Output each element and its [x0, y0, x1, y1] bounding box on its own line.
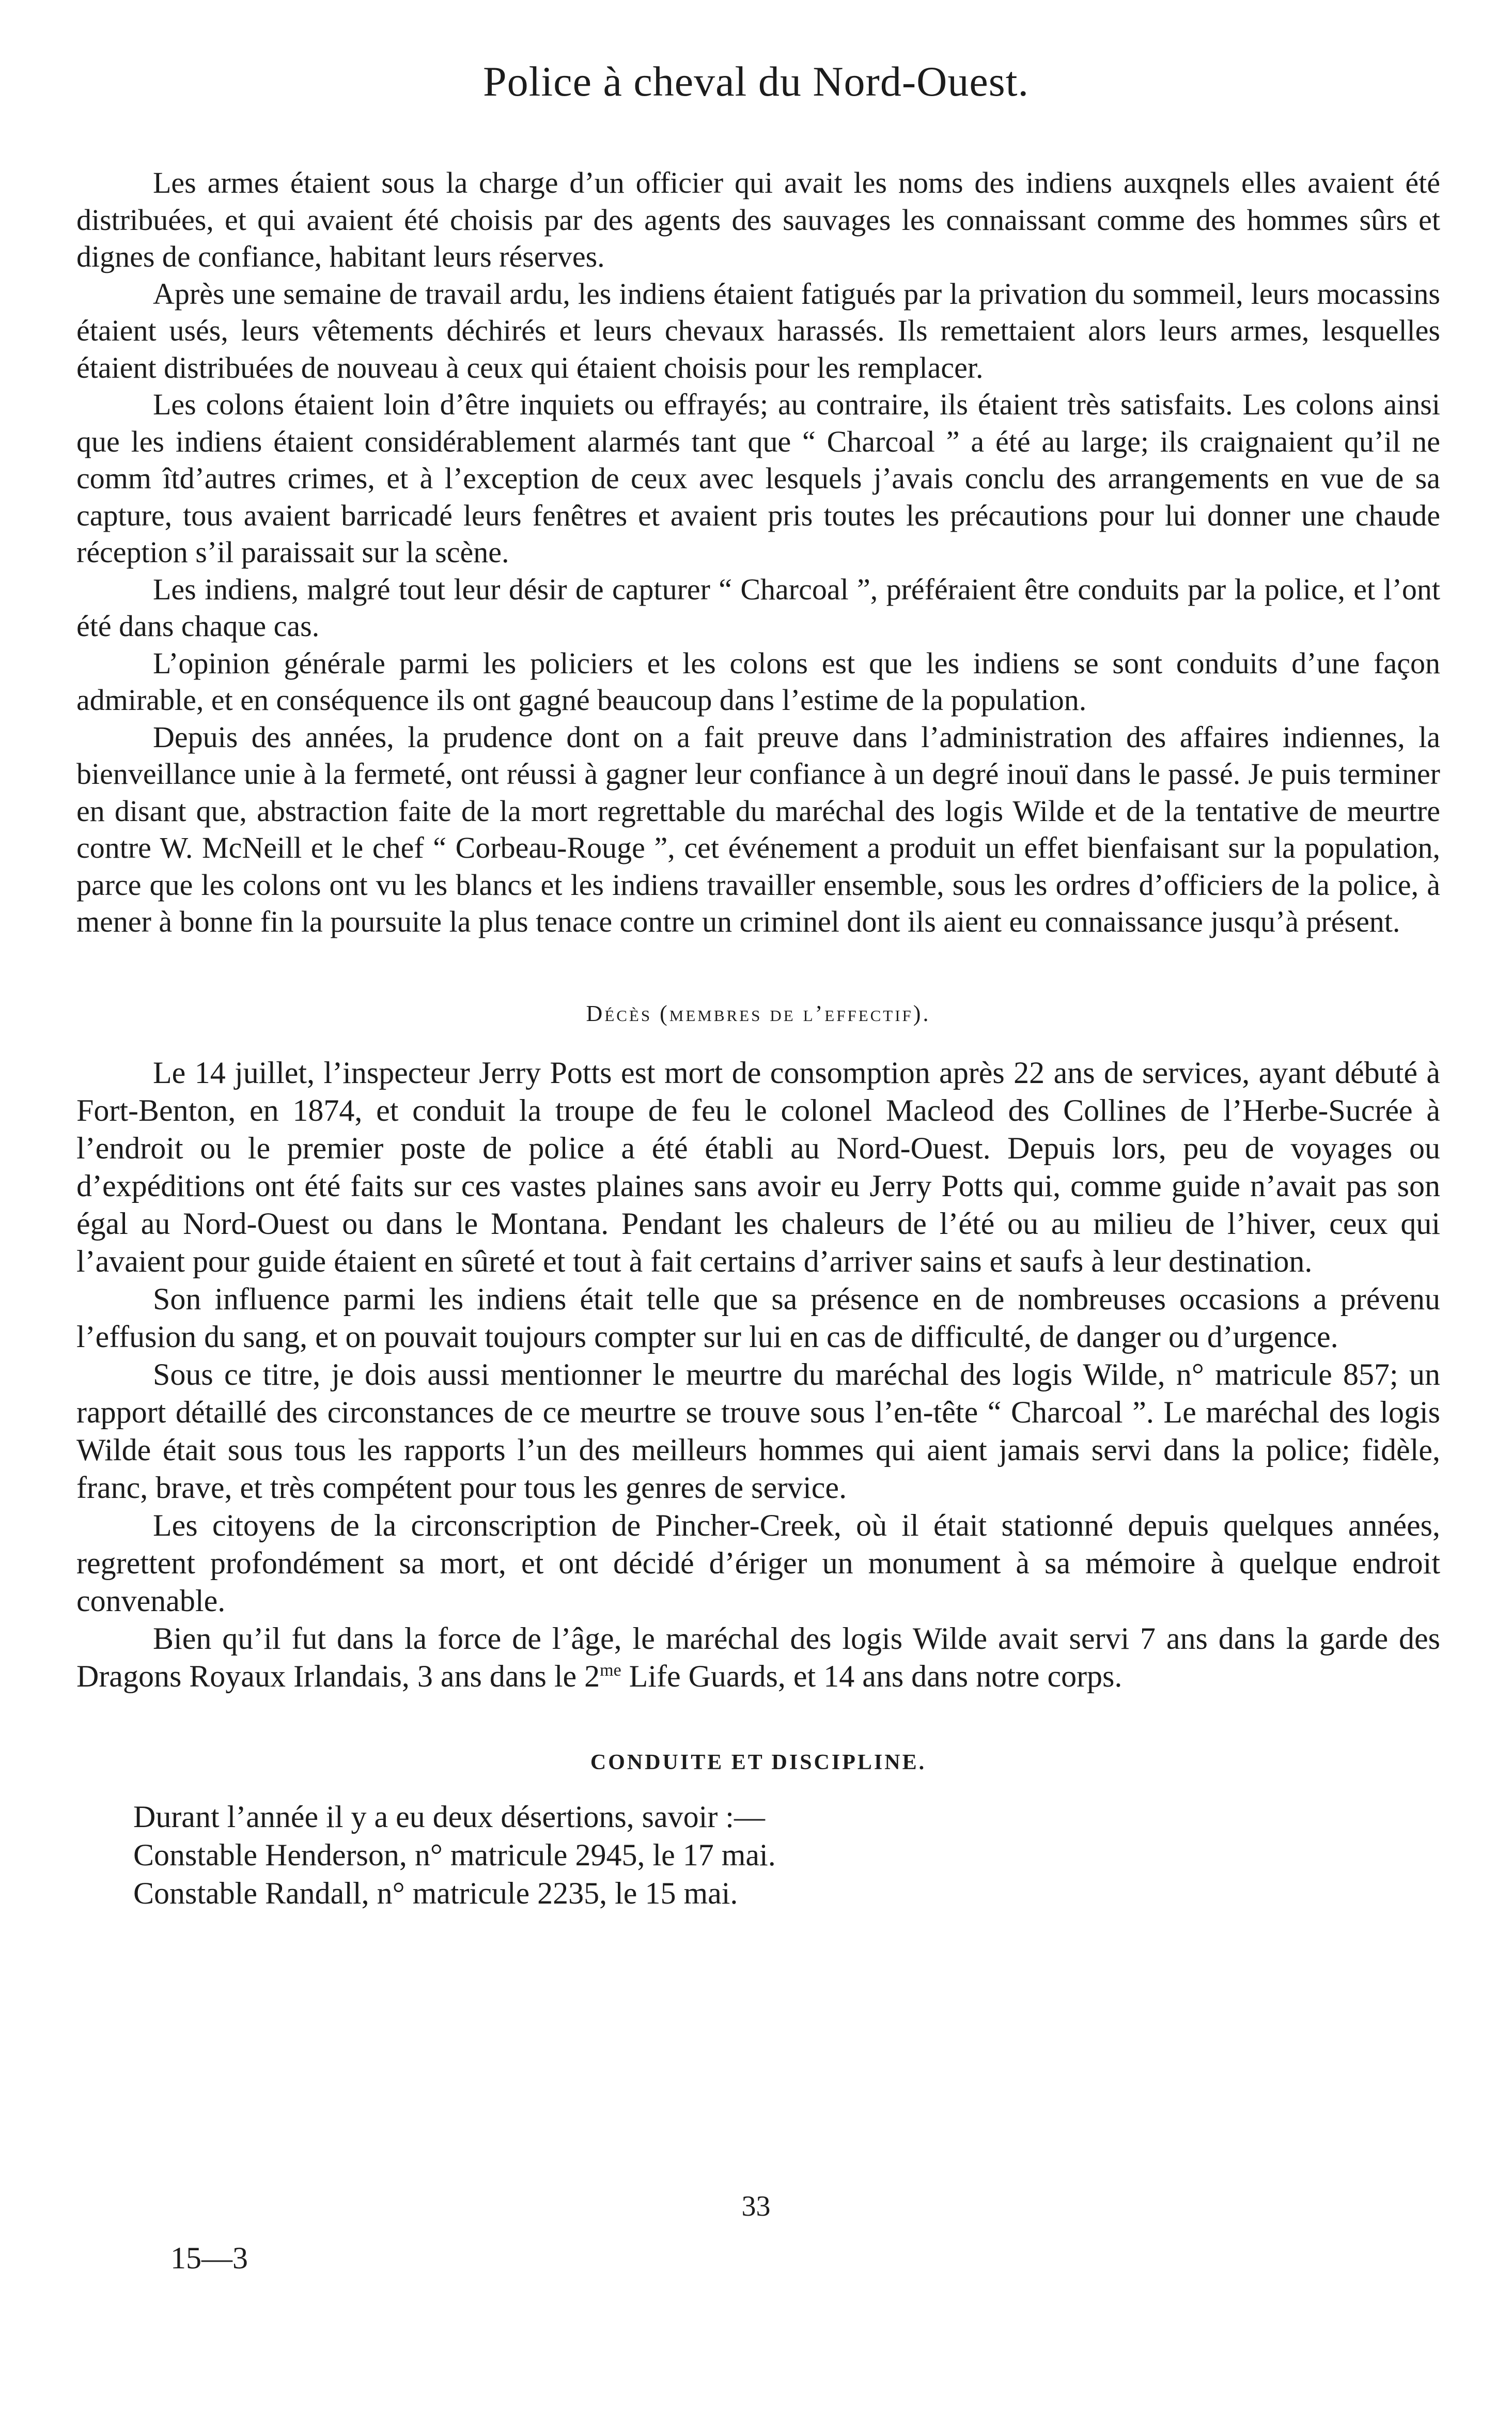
- paragraph: L’opinion générale parmi les policiers et les colons est que les indiens se sont conduits d’une façon admirable, et en conséquence ils ont gagné beaucoup dans l’estime de la population.: [76, 646, 1440, 717]
- section-deces: [76, 1054, 1440, 1695]
- paragraph: Les indiens, malgré tout leur désir de capturer “ Charcoal ”, préféraient être conduits par la police, et l’ont été dans chaque cas.: [76, 572, 1440, 643]
- paragraph: Les armes étaient sous la charge d’un officier qui avait les noms des indiens auxqnels elles avaient été distribuées, et qui avaient été choisis par des agents des sauvages les connaissant comme des hommes sûrs et dignes de confiance, habitant leurs réserves.: [76, 166, 1440, 273]
- superscript: me: [600, 1660, 621, 1680]
- paragraph: Les citoyens de la circonscription de Pincher-Creek, où il était stationné depuis quelques années, regrettent profondément sa mort, et ont décidé d’ériger un monument à sa mémoire à quelque endroit convenable.: [76, 1508, 1440, 1618]
- paragraph: Sous ce titre, je dois aussi mentionner le meurtre du maréchal des logis Wilde, n° matricule 857; un rapport détaillé des circonstances de ce meurtre se trouve sous l’en-tête “ Charcoal ”. Le maréchal des logis Wilde était sous tous les rapports l’un des meilleurs hommes qui aient jamais servi dans la police; fidèle, franc, brave, et très compétent pour tous les genres de service.: [76, 1357, 1440, 1505]
- paragraph: Les colons étaient loin d’être inquiets ou effrayés; au contraire, ils étaient très satisfaits. Les colons ainsi que les indiens étaient considérablement alarmés tant que “ Charcoal ” a été au large; ils craignaient qu’il ne comm îtd’autres crimes, et à l’exception de ceux avec lesquels j’avais conclu des arrangements en vue de sa capture, tous avaient barricadé leurs fenêtres et avaient pris toutes les précautions pour lui donner une chaude réception s’il paraissait sur la scène.: [76, 388, 1440, 569]
- paragraph: Le 14 juillet, l’inspecteur Jerry Potts est mort de consomption après 22 ans de services, ayant débuté à Fort-Benton, en 1874, et conduit la troupe de feu le colonel Macleod des Collines de l’Herbe-Sucrée à l’endroit ou le premier poste de police a été établi au Nord-Ouest. Depuis lors, peu de voyages ou d’expéditions ont été faits sur ces vastes plaines sans avoir eu Jerry Potts qui, comme guide n’avait pas son égal au Nord-Ouest ou dans le Montana. Pendant les chaleurs de l’été ou au milieu de l’hiver, ceux qui l’avaient pour guide étaient en sûreté et tout à fait certains d’arriver sains et saufs à leur destination.: [76, 1055, 1440, 1278]
- desertion-list: [133, 1798, 1440, 1912]
- list-line: Constable Randall, n° matricule 2235, le 15 mai.: [133, 1876, 738, 1910]
- text-run: Bien qu’il fut dans la force de l’âge, le maréchal des logis Wilde avait servi 7 ans dans la garde des Dragons Royaux Irlandais, 3 ans dans le 2: [76, 1621, 1440, 1693]
- section-heading-conduite: CONDUITE ET DISCIPLINE.: [590, 1750, 927, 1774]
- list-line: Durant l’année il y a eu deux désertions, savoir :—: [133, 1799, 765, 1834]
- paragraph: Après une semaine de travail ardu, les indiens étaient fatigués par la privation du sommeil, leurs mocassins étaient usés, leurs vêtements déchirés et leurs chevaux harassés. Ils remettaient alors leurs armes, lesquelles étaient distribuées de nouveau à ceux qui étaient choisis pour les remplacer.: [76, 276, 1440, 384]
- paragraph: Son influence parmi les indiens était telle que sa présence en de nombreuses occasions a prévenu l’effusion du sang, et on pouvait toujours compter sur lui en cas de difficulté, de danger ou d’urgence.: [76, 1281, 1440, 1354]
- list-line: Constable Henderson, n° matricule 2945, le 17 mai.: [133, 1837, 776, 1872]
- paragraph-last: [76, 1620, 1440, 1695]
- page-title: Police à cheval du Nord-Ouest.: [483, 58, 1029, 105]
- signature-mark: 15—3: [170, 2241, 248, 2275]
- body-text: [76, 164, 1440, 1912]
- paragraph: Depuis des années, la prudence dont on a fait preuve dans l’administration des affaires indiennes, la bienveillance unie à la fermeté, ont réussi à gagner leur confiance à un degré inouï dans le passé. Je puis terminer en disant que, abstraction faite de la mort regrettable du maréchal des logis Wilde et de la tentative de meurtre contre W. McNeill et le chef “ Corbeau-Rouge ”, cet événement a produit un effet bienfaisant sur la population, parce que les colons ont vu les blancs et les indiens travailler ensemble, sous les ordres d’officiers de la police, à mener à bonne fin la poursuite la plus tenace contre un criminel dont ils aient eu connaissance jusqu’à présent.: [76, 720, 1440, 938]
- page-number: 33: [741, 2190, 771, 2222]
- section-heading-deces: Décès (membres de l’effectif).: [586, 1000, 931, 1026]
- text-run: Life Guards, et 14 ans dans notre corps.: [621, 1659, 1123, 1693]
